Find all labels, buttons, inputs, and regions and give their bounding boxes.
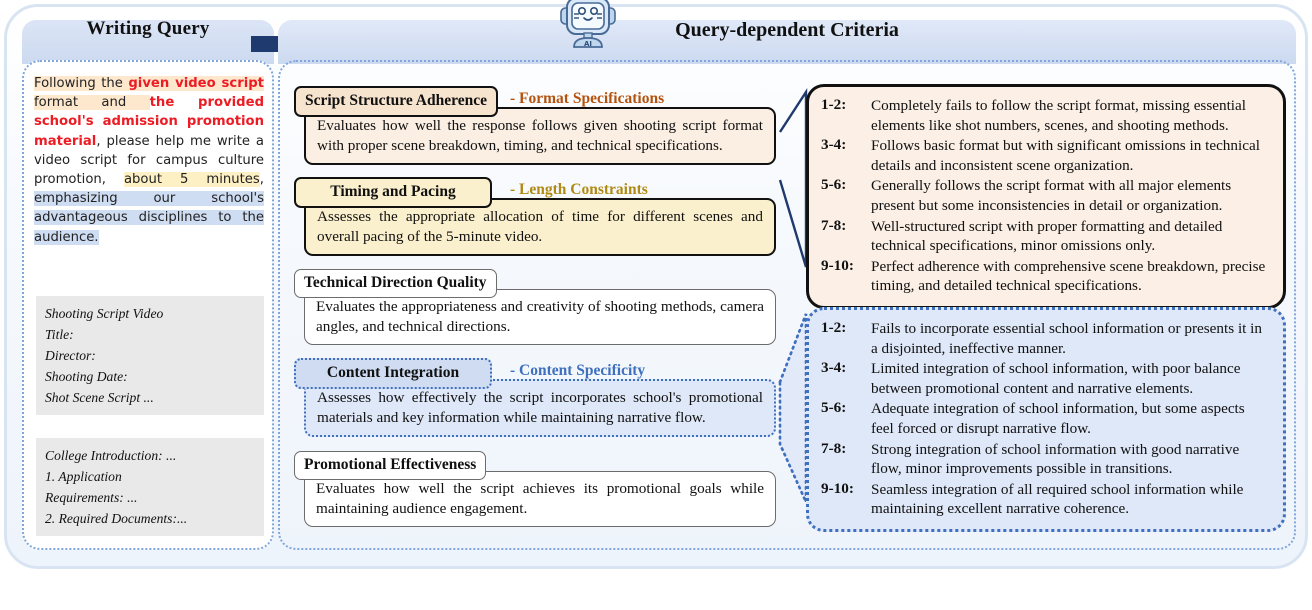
rubric-score: 1-2: [821,319,847,336]
criterion-script-structure-adherence[interactable] [290,86,790,165]
rubric-text: Follows basic format but with significant omissions in technical details and inconsistent scene organization. [871,137,1260,174]
criterion-category-label: - Length Constraints [510,181,648,198]
criterion-technical-direction-quality[interactable] [290,269,790,345]
query-dependent-criteria-panel [278,8,1296,556]
attachment-line: Shooting Script Video [45,306,164,321]
criterion-tag[interactable]: Content Integration [294,358,492,389]
criteria-title-row [278,8,1296,52]
criterion-description: Assesses how effectively the script incorporates school's promotional materials and key information while maintaining narrative flow. [304,379,776,437]
query-seg-1: Following the [34,76,129,91]
criterion-description: Evaluates how well the response follows given shooting script format with proper scene breakdown, timing, and technical specifications. [304,107,776,165]
attachment-line: 1. Application [45,469,122,484]
query-text [34,74,264,247]
rubric-text: Well-structured script with proper formatting and detailed technical specifications, minor omissions only. [871,217,1223,255]
rubric-score: 5-6: [821,176,847,194]
criteria-list [290,86,790,534]
query-seg-5: , please help me write a video script for campus culture promotion, [34,133,264,188]
rubric-text: Completely fails to follow the script format, missing essential elements like shot numbers, scenes, and shooting methods. [871,97,1246,134]
rubric-row [821,480,1271,519]
rubric-row [821,136,1271,175]
rubric-row [821,399,1271,438]
rubric-row [821,96,1271,135]
rubric-row [821,176,1271,215]
criterion-description: Evaluates how well the script achieves its promotional goals while maintaining audience engagement. [304,471,776,527]
criterion-promotional-effectiveness[interactable] [290,451,790,527]
criterion-tag[interactable]: Script Structure Adherence [294,86,498,117]
query-seg-4: the provided school's admission promotion material [34,95,265,149]
rubric-row [821,217,1271,256]
rubric-score: 7-8: [821,439,847,457]
rubric-score: 3-4: [821,359,847,377]
writing-query-title: Writing Query [86,18,210,39]
criterion-category-label: - Format Specifications [510,90,665,107]
rubric-text: Perfect adherence with comprehensive scene breakdown, precise timing, and detailed technical specifications. [871,257,1266,295]
attachment-line: Shooting Date: [45,369,128,384]
rubric-panel-content [806,307,1286,532]
criterion-timing-and-pacing[interactable] [290,177,790,256]
query-seg-2: given video script [128,76,264,91]
query-seg-6: about 5 minutes [123,172,260,188]
rubric-score: 3-4: [821,136,847,154]
rubric-score: 5-6: [821,399,847,417]
criterion-tag[interactable]: Timing and Pacing [294,177,492,208]
attachment-line: Director: [45,348,96,363]
rubric-row [821,359,1271,398]
attachment-shooting-script [36,296,264,415]
rubric-text: Limited integration of school information, with poor balance between promotional content and narrative elements. [871,360,1241,397]
rubric-score: 7-8: [821,216,847,234]
svg-text:AI: AI [583,40,593,48]
writing-query-body [22,60,274,550]
criterion-category-label: - Content Specificity [510,362,646,379]
criteria-title: Query-dependent Criteria [675,18,899,41]
writing-query-panel [22,8,274,556]
query-seg-3: format and [34,95,150,111]
attachment-line: Shot Scene Script ... [45,390,154,405]
query-seg-8: emphasizing our school's advantageous disciplines to the audience. [34,191,264,245]
rubric-score: 9-10: [821,256,854,274]
ai-robot-icon [560,0,616,48]
attachment-line: Requirements: ... [45,490,138,505]
attachment-college-intro [36,438,264,536]
rubric-score: 1-2: [821,96,847,113]
rubric-row [821,257,1271,296]
criterion-description: Assesses the appropriate allocation of time for different scenes and overall pacing of the 5-minute video. [304,198,776,256]
rubric-panel-format [806,84,1286,309]
rubric-text: Adequate integration of school information, but some aspects feel forced or disrupt narrative flow. [871,400,1245,437]
attachment-line: Title: [45,327,74,342]
query-seg-7: , [259,172,264,188]
rubric-row [821,440,1271,479]
criterion-description: Evaluates the appropriateness and creativity of shooting methods, camera angles, and technical directions. [304,289,776,345]
rubric-text: Fails to incorporate essential school information or presents it in a disjointed, ineffective manner. [871,320,1262,357]
criteria-body [278,60,1296,550]
rubric-text: Seamless integration of all required school information while maintaining excellent narrative coherence. [871,480,1244,518]
criterion-content-integration[interactable] [290,358,790,437]
criterion-tag[interactable]: Promotional Effectiveness [294,451,486,480]
rubric-text: Strong integration of school information with good narrative flow, minor improvements possible in transitions. [871,440,1240,478]
attachment-line: College Introduction: ... [45,448,177,463]
rubric-row [821,319,1271,358]
attachment-line: 2. Required Documents:... [45,511,188,526]
rubric-score: 9-10: [821,479,854,497]
criterion-tag[interactable]: Technical Direction Quality [294,269,497,298]
rubric-text: Generally follows the script format with all major elements present but some inconsistencies in detail or organization. [871,177,1232,214]
